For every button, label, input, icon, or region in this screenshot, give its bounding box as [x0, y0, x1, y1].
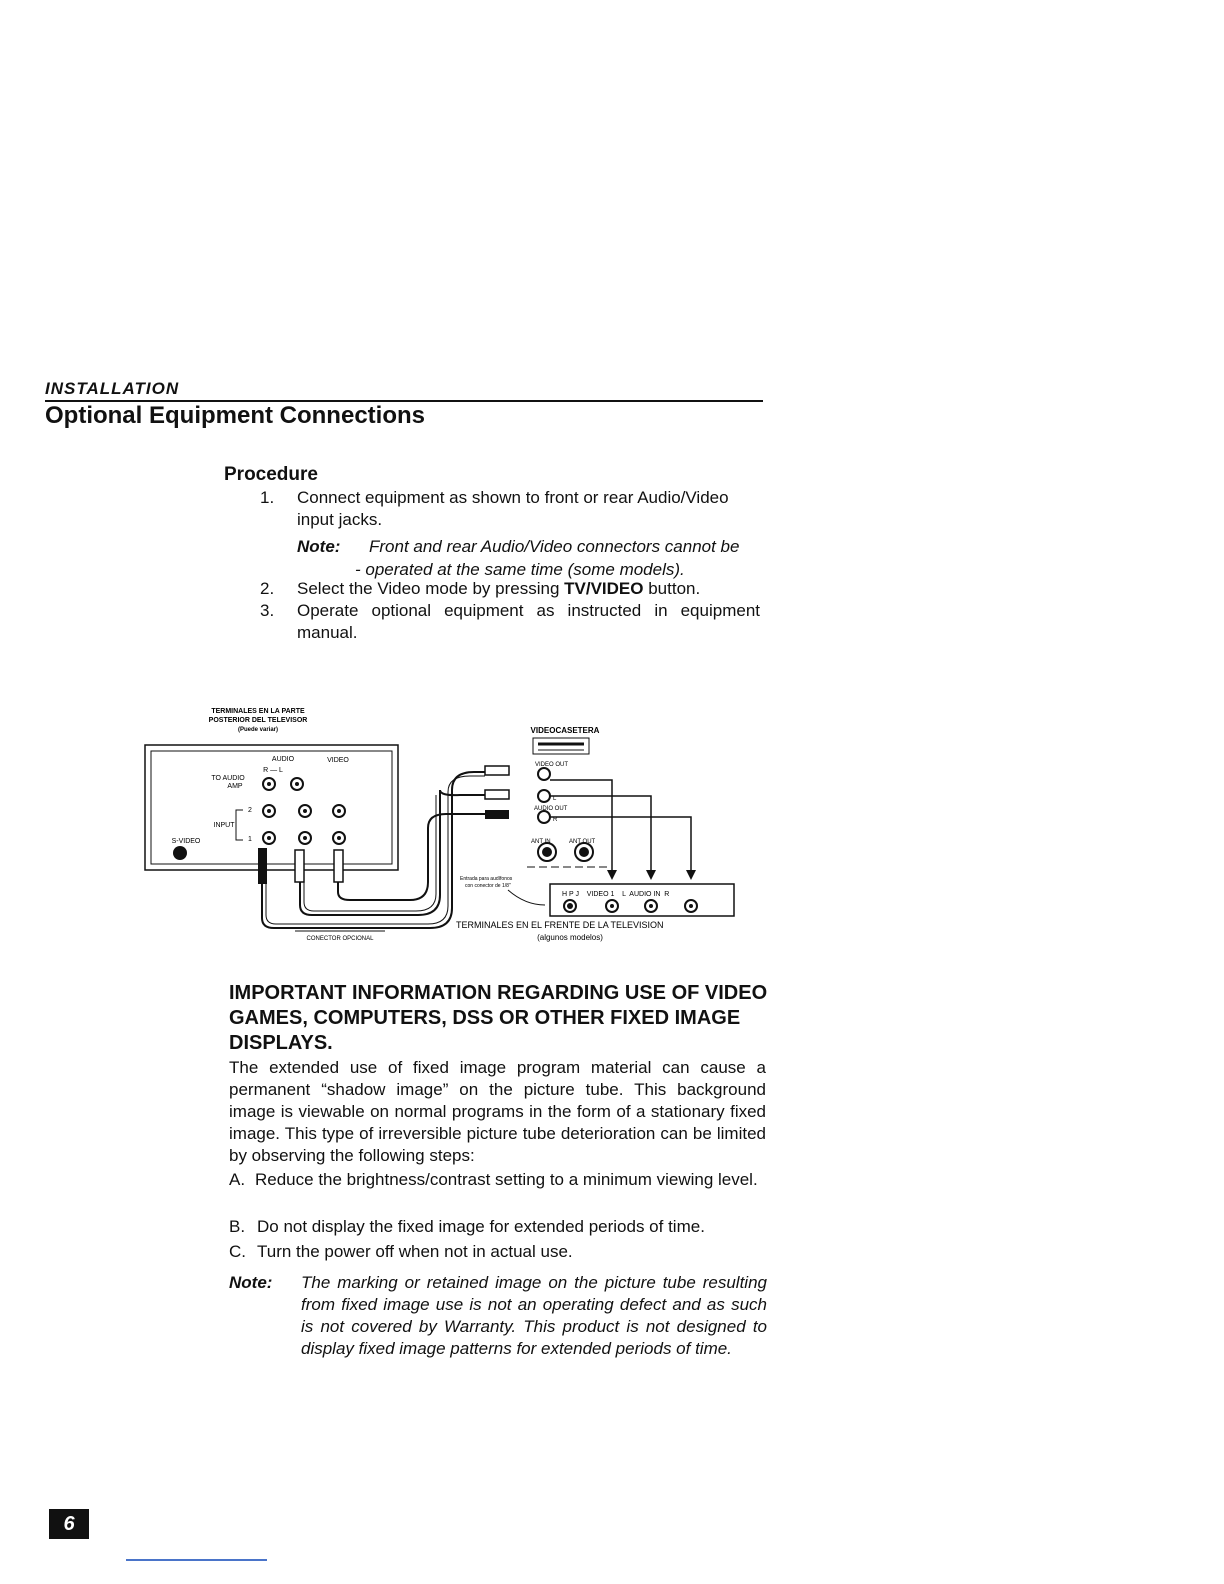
video-label: VIDEO — [327, 757, 349, 764]
footer-rule — [126, 1559, 267, 1561]
procedure-step-2 — [260, 578, 770, 600]
step-text — [297, 578, 760, 600]
tv-video-button-name: TV/VIDEO — [564, 579, 644, 598]
rear-plug-3 — [334, 850, 343, 882]
audio-label: AUDIO — [271, 756, 295, 763]
list-item — [229, 1216, 769, 1238]
r-label: R — [553, 817, 558, 823]
to-audio-label: TO AUDIO — [211, 775, 245, 782]
list-item — [229, 1241, 769, 1263]
list-text: Do not display the fixed image for extended periods of time. — [257, 1217, 705, 1236]
jack-1-label: 1 — [248, 836, 252, 843]
note-label: Note: — [229, 1273, 273, 1292]
note-line-1: Front and rear Audio/Video connectors cannot be — [369, 537, 740, 556]
vcr-label: VIDEOCASETERA — [530, 726, 600, 735]
section-label: INSTALLATION — [45, 379, 180, 398]
s-video-label: S-VIDEO — [171, 838, 201, 845]
step-text: Operate optional equipment as instructed in equipment manual. — [297, 601, 760, 642]
ant-in-label: ANT IN — [531, 839, 551, 845]
list-letter: B. — [229, 1217, 246, 1236]
procedure-step-3 — [260, 600, 770, 646]
rl-label: R — L — [263, 767, 283, 774]
list-letter: C. — [229, 1242, 246, 1261]
page-number: 6 — [49, 1509, 89, 1539]
step-number: 3. — [260, 601, 275, 620]
list-text: Turn the power off when not in actual use. — [257, 1242, 573, 1261]
rear-plug-2 — [295, 850, 304, 882]
rear-caption-3: (Puede variar) — [237, 727, 279, 733]
note-text: The marking or retained image on the picture tube resulting from fixed image use is not an operating defect and as such is not covered by Warranty. This product is not designed to display fixed image patterns for extended periods of time. — [301, 1273, 767, 1358]
optional-connector-label: CONECTOR OPCIONAL — [306, 936, 374, 942]
vcr-body — [533, 738, 589, 754]
important-heading: IMPORTANT INFORMATION REGARDING USE OF VIDEO GAMES, COMPUTERS, DSS OR OTHER FIXED IMAGE DISPLAYS. — [229, 982, 768, 1054]
list-letter: A. — [229, 1170, 246, 1189]
step-text-after: button. — [643, 579, 701, 598]
step-number: 1. — [260, 488, 275, 507]
input-label: INPUT — [213, 822, 235, 829]
video-out-label: VIDEO OUT — [535, 762, 569, 768]
note-label: Note: — [297, 537, 341, 556]
step-number: 2. — [260, 579, 275, 598]
vcr-audio-out-l-jack — [538, 790, 550, 802]
procedure-note — [297, 535, 777, 581]
rear-caption-2: POSTERIOR DEL TELEVISOR — [208, 717, 308, 724]
procedure-heading: Procedure — [224, 464, 318, 485]
vcr-video-out-jack — [538, 768, 550, 780]
front-caption-1-text: TERMINALES EN EL FRENTE DE LA TELEVISION — [456, 920, 664, 930]
front-labels: H P J VIDEO 1 L AUDIO IN R — [562, 891, 670, 898]
headphone-label-1: Entrada para audífonos — [460, 876, 513, 882]
input-bracket — [236, 810, 243, 840]
jack-2-label: 2 — [248, 807, 252, 814]
l-label: L — [553, 796, 557, 802]
audio-out-label: AUDIO OUT — [534, 806, 568, 812]
s-video-jack — [173, 846, 187, 860]
page-title: Optional Equipment Connections — [45, 402, 425, 429]
step-text: Connect equipment as shown to front or rear Audio/Video input jacks. — [297, 488, 729, 529]
rear-plug-1 — [258, 848, 267, 884]
list-item — [229, 1169, 769, 1215]
connection-diagram — [140, 700, 740, 950]
important-paragraph: The extended use of fixed image program material can cause a permanent “shadow image” on the picture tube. This background image is viewable on normal programs in the form of a stationary fixed image. This type of irreversible picture tube deterioration can be limited by observing the following steps: — [229, 1058, 766, 1165]
rear-caption-1: TERMINALES EN LA PARTE — [211, 708, 305, 715]
step-text-before: Select the Video mode by pressing — [297, 579, 565, 598]
headphone-label-2: con conector de 1/8" — [465, 883, 511, 889]
front-caption-2: (algunos modelos) — [537, 933, 603, 942]
ant-out-label: ANT OUT — [569, 839, 596, 845]
note-line-2: - operated at the same time (some models). — [355, 560, 685, 579]
amp-label: AMP — [227, 783, 243, 790]
list-text: Reduce the brightness/contrast setting to a minimum viewing level. — [255, 1170, 758, 1189]
front-panel — [550, 884, 734, 916]
procedure-step-1 — [260, 487, 770, 533]
vcr-audio-out-r-jack — [538, 811, 550, 823]
